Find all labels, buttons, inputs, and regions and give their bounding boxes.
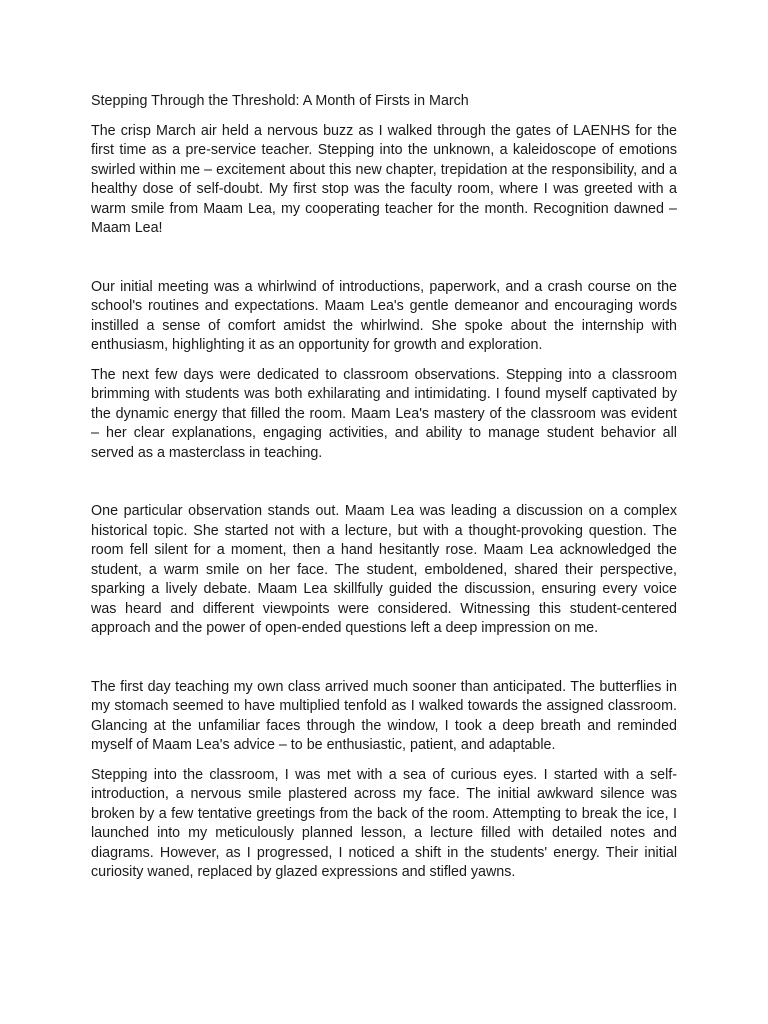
paragraph-discussion: One particular observation stands out. Maam Lea was leading a discussion on a complex historical topic. She started not with a lecture, but with a thought-provoking question. The room fell silent for a moment, then a hand hesitantly rose. Maam Lea acknowledged the student, a warm smile on her face. The student, emboldened, shared their perspective, sparking a lively debate. Maam Lea skillfully guided the discussion, ensuring every voice was heard and different viewpoints were considered. Witnessing this student-centered approach and the power of open-ended questions left a deep impression on me. xyxy=(91,503,677,636)
paragraph-arrival: The crisp March air held a nervous buzz as I walked through the gates of LAENHS for the first time as a pre-service teacher. Stepping into the unknown, a kaleidoscope of emotions swirled within me – excitement about this new chapter, trepidation at the responsibility, and a healthy dose of self-doubt. My first stop was the faculty room, where I was greeted with a warm smile from Maam Lea, my cooperating teacher for the month. Recognition dawned – Maam Lea! xyxy=(91,122,677,236)
paragraph-classroom: Stepping into the classroom, I was met with a sea of curious eyes. I started with a self-introduction, a nervous smile plastered across my face. The initial awkward silence was broken by a few tentative greetings from the back of the room. Attempting to break the ice, I launched into my meticulously planned lesson, a lecture filled with detailed notes and diagrams. However, as I progressed, I noticed a shift in the students' energy. Their initial curiosity waned, replaced by glazed expressions and stifled yawns. xyxy=(91,766,677,880)
document-title: Stepping Through the Threshold: A Month of Firsts in March xyxy=(91,93,469,109)
paragraph-initial-meeting: Our initial meeting was a whirlwind of introductions, paperwork, and a crash course on the school's routines and expectations. Maam Lea's gentle demeanor and encouraging words instilled a sense of comfort amidst the whirlwind. She spoke about the internship with enthusiasm, highlighting it as an opportunity for growth and exploration. xyxy=(91,278,677,353)
document-page xyxy=(91,92,677,893)
paragraph-first-day: The first day teaching my own class arrived much sooner than anticipated. The butterflies in my stomach seemed to have multiplied tenfold as I walked towards the assigned classroom. Glancing at the unfamiliar faces through the window, I took a deep breath and reminded myself of Maam Lea's advice – to be enthusiastic, patient, and adaptable. xyxy=(91,678,677,753)
paragraph-observations: The next few days were dedicated to classroom observations. Stepping into a classroom brimming with students was both exhilarating and intimidating. I found myself captivated by the dynamic energy that filled the room. Maam Lea's mastery of the classroom was evident – her clear explanations, engaging activities, and ability to manage student behavior all served as a masterclass in teaching. xyxy=(91,366,677,461)
